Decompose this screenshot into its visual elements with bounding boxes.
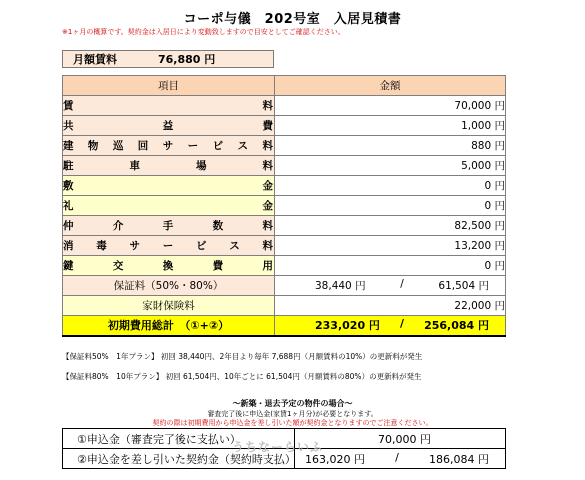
table-row <box>63 256 506 276</box>
insurance-row <box>63 296 506 316</box>
table-header-row <box>63 76 506 96</box>
guarantee-label: 保証料（50%・80%） <box>63 276 275 296</box>
payment-table <box>62 428 506 469</box>
row-amount: 5,000 円 <box>275 156 506 176</box>
contract-low: 163,020 円 <box>305 452 365 466</box>
insurance-label: 家財保険料 <box>63 296 275 316</box>
guarantee-row <box>63 276 506 296</box>
table-row <box>63 216 506 236</box>
row-item: 敷金 <box>63 176 275 196</box>
payment-row-deposit <box>63 429 506 449</box>
column-header-item: 項目 <box>63 76 275 96</box>
row-amount: 70,000 円 <box>275 96 506 116</box>
deposit-amount: 70,000 円 <box>295 429 506 449</box>
payment-row-contract <box>63 449 506 469</box>
total-separator: / <box>399 317 405 331</box>
row-amount: 0 円 <box>275 176 506 196</box>
table-row <box>63 236 506 256</box>
table-row <box>63 176 506 196</box>
row-item: 消毒サービス料 <box>63 236 275 256</box>
table-row <box>63 196 506 216</box>
row-amount: 0 円 <box>275 256 506 276</box>
row-item: 仲介手数料 <box>63 216 275 236</box>
guarantee-low: 38,440 円 <box>315 280 366 292</box>
row-amount: 0 円 <box>275 196 506 216</box>
table-row <box>63 136 506 156</box>
watermark: うちなーらいふ <box>232 440 324 454</box>
deposit-label: ①申込金（審査完了後に支払い） <box>63 429 295 449</box>
row-item: 礼金 <box>63 196 275 216</box>
table-row <box>63 156 506 176</box>
plan-note-50: 【保証料50% 1年プラン】 初回 38,440円、2年目より毎年 7,688円（月額賃料の10%）の更新料が発生 <box>62 352 423 361</box>
total-high: 256,084 円 <box>424 319 489 333</box>
new-build-note-2: 契約の際は初期費用から申込金を差し引いた額が契約金となりますのでご注意ください。 <box>152 419 433 427</box>
total-row <box>63 316 506 336</box>
total-label: 初期費用総計 （①+②） <box>63 316 275 336</box>
total-low: 233,020 円 <box>315 319 380 333</box>
estimate-table <box>62 75 506 337</box>
row-item: 駐車場料 <box>63 156 275 176</box>
plan-note-80: 【保証料80% 10年プラン】 初回 61,504円、10年ごとに 61,504円（月額賃料の80%）の更新料が発生 <box>62 372 422 381</box>
table-row <box>63 116 506 136</box>
contract-high: 186,084 円 <box>429 452 489 466</box>
monthly-rent-box <box>62 50 274 68</box>
new-build-note-1: 審査完了後に申込金(家賃1ヶ月分)が必要となります。 <box>207 410 378 418</box>
guarantee-separator: / <box>400 278 404 290</box>
guarantee-amount <box>275 276 506 296</box>
row-item: 鍵交換費用 <box>63 256 275 276</box>
monthly-rent-label: 月額賃料 <box>73 53 117 66</box>
column-header-amount: 金額 <box>275 76 506 96</box>
row-item: 共益費 <box>63 116 275 136</box>
page-title: コーポ与儀 202号室 入居見積書 <box>183 12 402 27</box>
row-amount: 82,500 円 <box>275 216 506 236</box>
contract-label: ②申込金を差し引いた契約金（契約時支払） <box>63 449 295 469</box>
monthly-rent-value: 76,880 円 <box>158 53 216 66</box>
contract-separator: / <box>395 450 399 464</box>
new-build-title: ～新築・退去予定の物件の場合～ <box>232 399 353 408</box>
estimate-note: ※1ヶ月の概算です。契約金は入居日により変動致しますので目安としてご確認ください。 <box>62 28 345 36</box>
row-item: 賃料 <box>63 96 275 116</box>
row-item: 建物巡回サービス料 <box>63 136 275 156</box>
row-amount: 880 円 <box>275 136 506 156</box>
guarantee-high: 61,504 円 <box>438 280 489 292</box>
table-row <box>63 96 506 116</box>
row-amount: 13,200 円 <box>275 236 506 256</box>
contract-amount <box>295 449 506 469</box>
insurance-amount: 22,000 円 <box>275 296 506 316</box>
row-amount: 1,000 円 <box>275 116 506 136</box>
total-amount <box>275 316 506 336</box>
